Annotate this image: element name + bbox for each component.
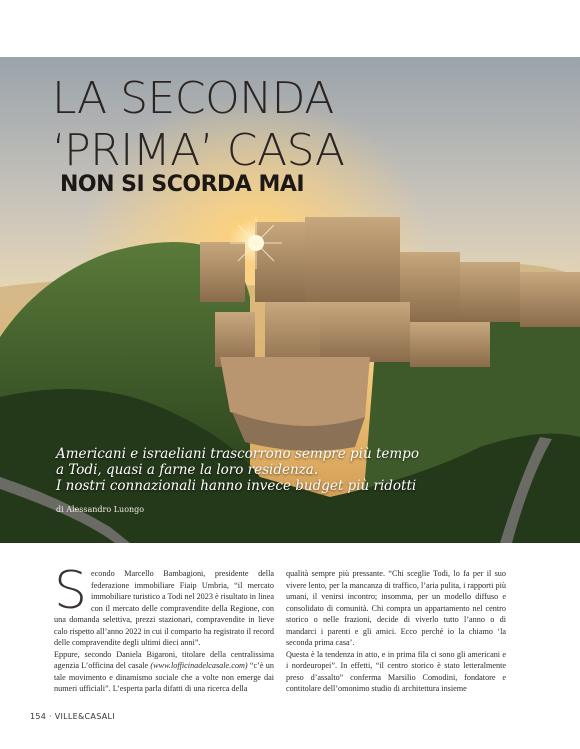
standfirst: [56, 446, 419, 494]
agency-link[interactable]: (www.lofficinadelcasale.com): [150, 661, 248, 670]
byline: di Alessandro Luongo: [56, 505, 145, 514]
article-column-right: [286, 568, 506, 695]
standfirst-line: a Todi, quasi a farne la loro residenza.: [56, 462, 319, 478]
article-column-left: [54, 561, 274, 695]
paragraph-text: Questa è la tendenza in atto, e in prima fila ci sono gli americani e i nordeuropei”. In effetti, “il centro storico è stato letteralmente preso d’assalto” conferma Marsilio Comodini, fondatore e contitolare dell’omonimo studio di architettura insieme: [286, 649, 506, 693]
paragraph-text: econdo Marcello Bambagioni, presidente della federazione immobiliare Fiaip Umbria, “il mercato immobiliare turistico a Todi nel 2023 è risultato in linea con il mercato delle compravendite della Regione, con una domanda selettiva, prezzi stazionari, compravendite in lieve calo rispetto all’anno 2022 in cui il comparto ha registrato il record delle compravendite degli ultimi dieci anni”.: [54, 569, 274, 647]
dropcap: S: [54, 561, 88, 621]
paragraph-text: “c’è un tale movimento e dinamismo sociale che a volte non emerge dai numeri ufficiali”. L’esperta parla difatti di una ricerca della: [54, 661, 274, 693]
headline-subtitle: NON SI SCORDA MAI: [60, 172, 305, 197]
standfirst-line: Americani e israeliani trascorrono sempre più tempo: [56, 446, 419, 462]
page-footer: 154 · VILLE&CASALI: [30, 712, 115, 721]
paragraph-text: qualità sempre più pressante. “Chi sceglie Todi, lo fa per il suo vivere lento, per la mancanza di traffico, l’aria pulita, i rapporti più umani, il venirsi incontro; insomma, per un modello diffuso e consolidato di comunità. Chi compra un appartamento nel centro storico o nelle frazioni, decide di viverlo tutto l’anno o di mandarci i parenti e gli amici. Ecco perché io la chiamo ‘la seconda prima casa’.: [286, 569, 506, 647]
headline-line-2: ‘PRIMA’ CASA: [52, 125, 345, 176]
article-paragraph: [286, 568, 506, 695]
paragraph-text: Eppure, secondo Daniela Bigaroni, titolare della centralissima agenzia L’officina del casale: [54, 649, 274, 670]
standfirst-line: I nostri connazionali hanno invece budget più ridotti: [56, 478, 417, 494]
headline-line-1: LA SECONDA: [52, 73, 334, 124]
